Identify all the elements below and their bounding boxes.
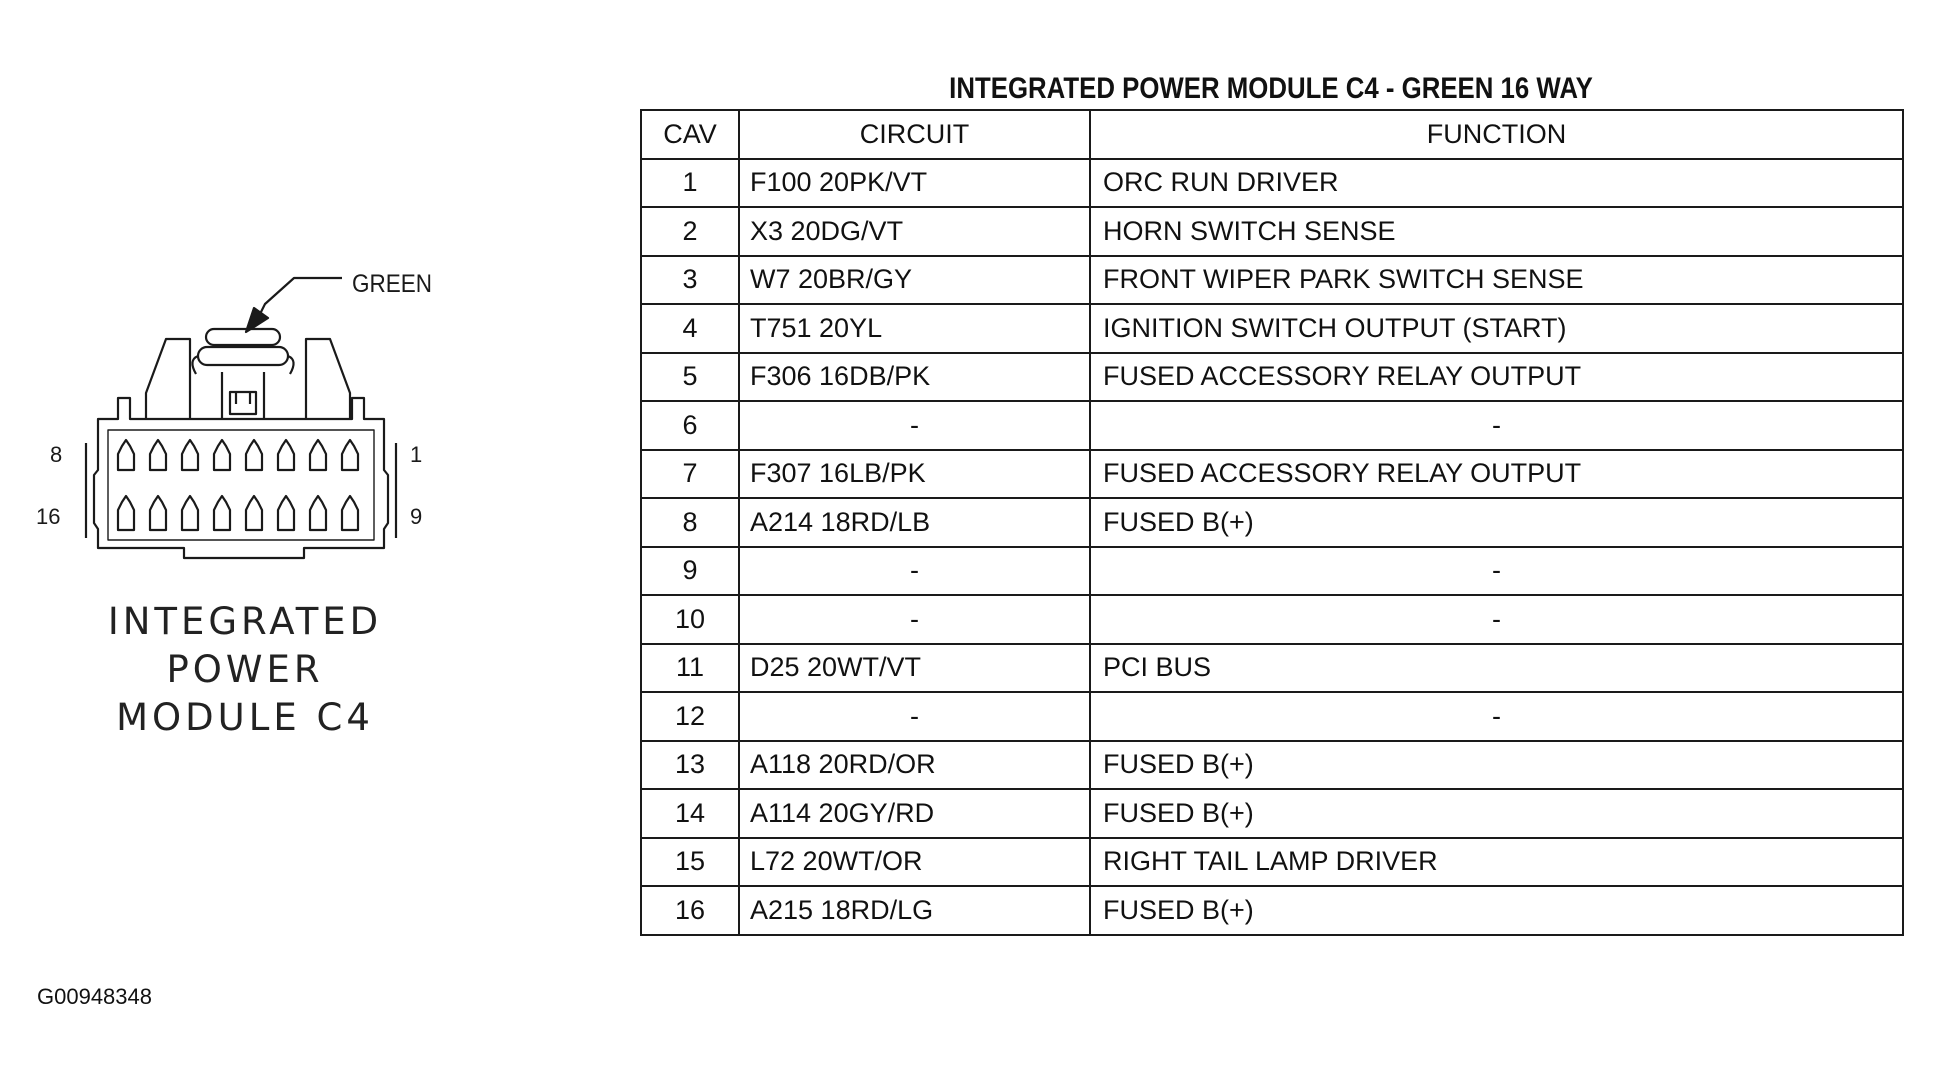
cell-circuit: F307 16LB/PK — [739, 450, 1090, 499]
connector-body — [94, 398, 388, 558]
lock-top-pill — [206, 329, 280, 345]
body-inner-frame — [108, 430, 374, 540]
cell-circuit: - — [739, 692, 1090, 741]
cell-cav: 4 — [641, 304, 739, 353]
cell-function: FRONT WIPER PARK SWITCH SENSE — [1090, 256, 1903, 305]
cell-function: FUSED B(+) — [1090, 789, 1903, 838]
pin-label-top-right: 1 — [410, 442, 423, 467]
cell-circuit: D25 20WT/VT — [739, 644, 1090, 693]
table-row — [641, 159, 1903, 208]
table-row — [641, 207, 1903, 256]
table-row — [641, 256, 1903, 305]
cell-function: - — [1090, 692, 1903, 741]
cavity-row-bottom — [118, 496, 358, 530]
cell-circuit: - — [739, 547, 1090, 596]
table-row — [641, 450, 1903, 499]
cell-circuit: T751 20YL — [739, 304, 1090, 353]
pin-label-bottom-left: 16 — [36, 504, 61, 529]
table-row — [641, 741, 1903, 790]
pin-label-top-left: 8 — [50, 442, 63, 467]
pinout-table — [640, 109, 1904, 936]
cell-function: PCI BUS — [1090, 644, 1903, 693]
cell-cav: 14 — [641, 789, 739, 838]
cell-circuit: X3 20DG/VT — [739, 207, 1090, 256]
cell-circuit: F306 16DB/PK — [739, 353, 1090, 402]
cell-function: HORN SWITCH SENSE — [1090, 207, 1903, 256]
table-row — [641, 401, 1903, 450]
cell-cav: 5 — [641, 353, 739, 402]
cell-cav: 1 — [641, 159, 739, 208]
table-row — [641, 595, 1903, 644]
cell-circuit: L72 20WT/OR — [739, 838, 1090, 887]
cell-function: FUSED ACCESSORY RELAY OUTPUT — [1090, 353, 1903, 402]
right-latch — [306, 339, 350, 418]
lock-left-ear — [192, 356, 198, 374]
lock-right-ear — [288, 356, 294, 374]
cell-circuit: - — [739, 595, 1090, 644]
table-body — [641, 159, 1903, 935]
cell-function: RIGHT TAIL LAMP DRIVER — [1090, 838, 1903, 887]
left-latch — [146, 339, 190, 418]
connector-diagram — [0, 0, 520, 600]
cell-circuit: A114 20GY/RD — [739, 789, 1090, 838]
lock-slot — [230, 392, 256, 414]
cell-function: - — [1090, 547, 1903, 596]
cell-cav: 10 — [641, 595, 739, 644]
table-row — [641, 789, 1903, 838]
table-title: INTEGRATED POWER MODULE C4 - GREEN 16 WAY — [949, 72, 1593, 105]
cell-circuit: A215 18RD/LG — [739, 886, 1090, 935]
cavity-row-top — [118, 440, 358, 470]
lock-mid-pill — [198, 347, 288, 365]
connector-color-label: GREEN — [352, 269, 432, 299]
cell-function: FUSED B(+) — [1090, 741, 1903, 790]
lock-slot-inner — [236, 392, 250, 404]
cell-function: FUSED B(+) — [1090, 886, 1903, 935]
cell-circuit: W7 20BR/GY — [739, 256, 1090, 305]
cell-cav: 3 — [641, 256, 739, 305]
connector-name-line-1: INTEGRATED — [107, 600, 383, 643]
header-function: FUNCTION — [1090, 110, 1903, 159]
table-row — [641, 304, 1903, 353]
cell-function: - — [1090, 595, 1903, 644]
cell-function: ORC RUN DRIVER — [1090, 159, 1903, 208]
cell-function: - — [1090, 401, 1903, 450]
figure-id: G00948348 — [37, 984, 152, 1009]
table-row — [641, 498, 1903, 547]
cell-cav: 11 — [641, 644, 739, 693]
pin-label-bottom-right: 9 — [410, 504, 423, 529]
table-row — [641, 353, 1903, 402]
header-cav: CAV — [641, 110, 739, 159]
cell-circuit: A214 18RD/LB — [739, 498, 1090, 547]
cell-cav: 16 — [641, 886, 739, 935]
cell-circuit: F100 20PK/VT — [739, 159, 1090, 208]
cell-function: IGNITION SWITCH OUTPUT (START) — [1090, 304, 1903, 353]
table-row — [641, 692, 1903, 741]
connector-name-line-2: POWER — [166, 648, 324, 691]
cell-cav: 15 — [641, 838, 739, 887]
header-circuit: CIRCUIT — [739, 110, 1090, 159]
table-row — [641, 644, 1903, 693]
cell-circuit: - — [739, 401, 1090, 450]
table-header-row — [641, 110, 1903, 159]
cell-cav: 2 — [641, 207, 739, 256]
cell-cav: 7 — [641, 450, 739, 499]
cell-cav: 13 — [641, 741, 739, 790]
cell-cav: 9 — [641, 547, 739, 596]
cell-cav: 6 — [641, 401, 739, 450]
cell-cav: 12 — [641, 692, 739, 741]
cell-cav: 8 — [641, 498, 739, 547]
connector-name — [95, 598, 395, 742]
cell-function: FUSED ACCESSORY RELAY OUTPUT — [1090, 450, 1903, 499]
lock-stem — [222, 372, 264, 418]
pointer-arrow — [258, 278, 342, 318]
connector-name-line-3: MODULE C4 — [116, 696, 374, 739]
table-row — [641, 547, 1903, 596]
cell-circuit: A118 20RD/OR — [739, 741, 1090, 790]
cell-function: FUSED B(+) — [1090, 498, 1903, 547]
table-row — [641, 838, 1903, 887]
table-row — [641, 886, 1903, 935]
